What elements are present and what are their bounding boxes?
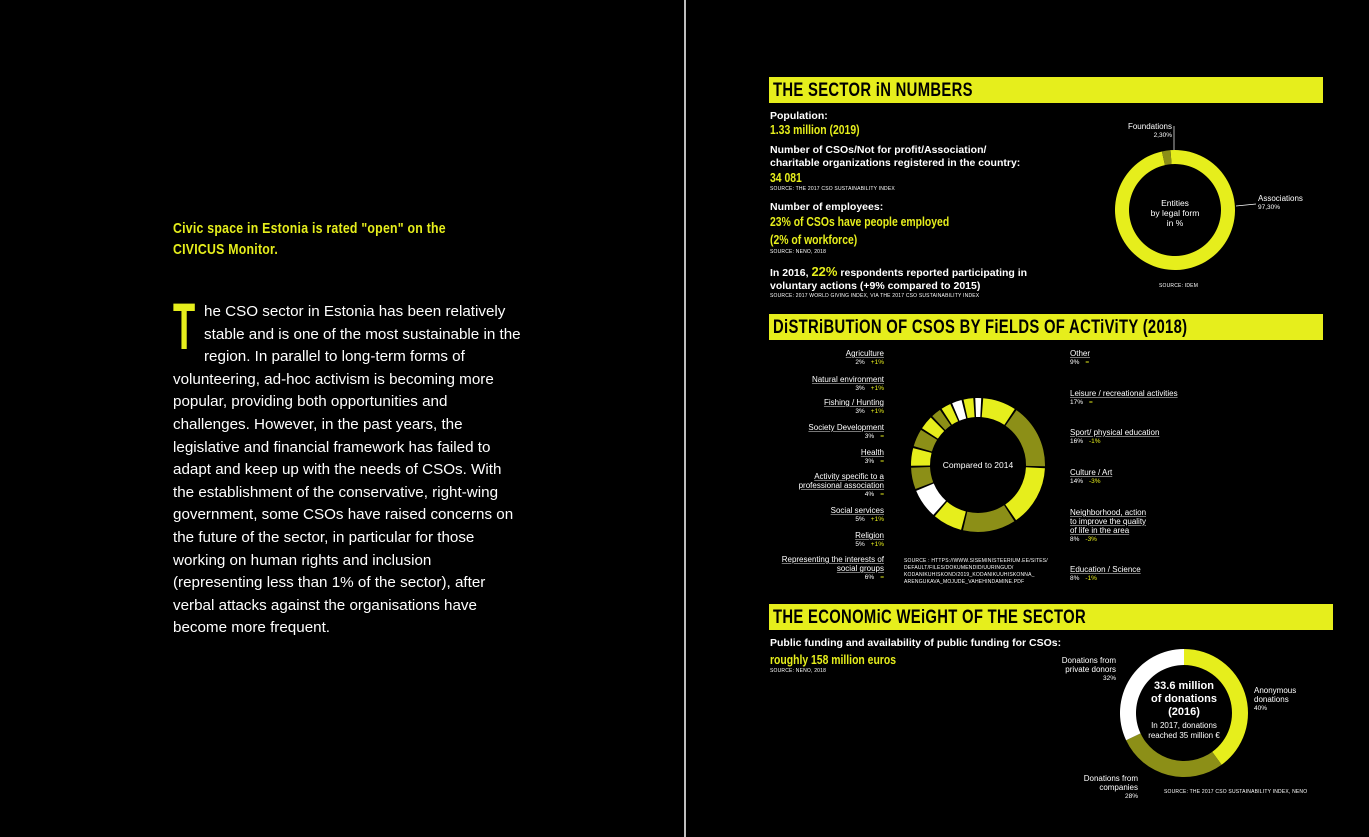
cso-count-source: SOURCE: THE 2017 CSO SUSTAINABILITY INDEX [770, 186, 895, 192]
activity-label-1: Leisure / recreational activities 17% = [1070, 389, 1178, 406]
label-foundations: Foundations 2,30% [1127, 122, 1172, 139]
legal-form-source: SOURCE: IDEM [1159, 283, 1199, 289]
activity-label-13: Natural environment 3% +1% [811, 375, 884, 392]
activity-chart-center: Compared to 2014 [942, 460, 1014, 470]
activity-label-4: Neighborhood, action to improve the quality of life in the area 8% -3% [1070, 508, 1147, 543]
activity-slice-1 [1006, 410, 1045, 466]
activity-label-3: Culture / Art 14% -3% [1070, 468, 1113, 485]
label-anonymous: Anonymous donations 40% [1254, 686, 1297, 712]
distribution-source-3: KODANIKUHISKOND/2019_KODANIKUUHISKONNA_ [904, 572, 1035, 578]
population-label: Population: [770, 110, 828, 122]
funding-label: Public funding and availability of public funding for CSOs: [770, 637, 1062, 649]
volunteer-line-2: voluntary actions (+9% compared to 2015) [770, 280, 981, 292]
employees-value-2: (2% of workforce) [770, 232, 858, 247]
activity-label-5: Education / Science 8% -1% [1070, 565, 1141, 582]
distribution-source-1: SOURCE : HTTPS://WWW.SISEMINISTEERIUM.EE/SITES/ [904, 558, 1048, 564]
activity-label-14: Agriculture 2% +1% [845, 349, 884, 366]
activity-label-10: Health 3% = [860, 448, 884, 465]
distribution-band [769, 314, 1323, 340]
activity-label-11: Society Development 3% = [808, 423, 884, 440]
label-associations: Associations 97,30% [1258, 194, 1303, 211]
activity-slice-2 [1005, 467, 1045, 520]
legal-form-leader-lines [686, 0, 1369, 300]
civic-space-heading: Civic space in Estonia is rated "open" on the CIVICUS Monitor. [173, 220, 446, 258]
volunteer-source: SOURCE: 2017 WORLD GIVING INDEX, VIA THE 2017 CSO SUSTAINABILITY INDEX [770, 293, 980, 299]
activity-label-6: Representing the interests of social groups 6% = [781, 555, 884, 581]
sector-numbers-title: THE SECTOR iN NUMBERS [773, 80, 973, 101]
employees-label: Number of employees: [770, 201, 884, 213]
funding-value: roughly 158 million euros [770, 652, 896, 667]
activity-label-2: Sport/ physical education 16% -1% [1070, 428, 1160, 445]
legal-form-chart-center: Entities by legal form in % [1150, 198, 1200, 228]
economic-title: THE ECONOMiC WEiGHT OF THE SECTOR [773, 607, 1087, 628]
donations-chart-center: 33.6 million of donations (2016) In 2017, donations reached 35 million € [1148, 680, 1220, 740]
funding-source: SOURCE: NENO, 2018 [770, 668, 827, 674]
activity-slice-3 [963, 505, 1014, 532]
cso-count-label-1: Number of CSOs/Not for profit/Association/ [770, 144, 987, 156]
activity-label-12: Fishing / Hunting 3% +1% [823, 398, 884, 415]
population-value: 1.33 million (2019) [770, 122, 860, 137]
intro-paragraph [173, 289, 523, 640]
distribution-source-4: ARENGUKAVA_MOJUDE_VAHEHINDAMINE.PDF [904, 579, 1025, 585]
activity-slice-14 [975, 398, 981, 417]
activity-label-0: Other 9% = [1070, 349, 1091, 366]
cso-count-value: 34 081 [770, 170, 802, 185]
cso-count-label-2: charitable organizations registered in the country: [770, 157, 1021, 169]
activity-label-8: Social services 5% +1% [830, 506, 884, 523]
volunteer-line-1: In 2016, 22% respondents reported participating in [770, 264, 1028, 279]
distribution-source-2: DEFAULT/FILES/DOKUMENDID/UURINGUD/ [904, 565, 1014, 571]
employees-value-1: 23% of CSOs have people employed [770, 214, 950, 229]
intro-text: he CSO sector in Estonia has been relatively stable and is one of the most sustainable in the region. In parallel to long-term forms of volunteering, ad-hoc activism is becoming more popular, providing both opportunities and challenges. However, in the past years, the legislative and financial framework has failed to adapt and keep up with the needs of CSOs. With the establishment of the conservative, right-wing government, some CSOs have raised concerns on the future of the sector, in particular for those working on human rights and inclusion (representing less than 1% of the sector), after verbal attacks against the organisations have become more frequent. [173, 303, 521, 637]
drop-cap: T [173, 289, 196, 363]
label-companies: Donations from companies 28% [1083, 774, 1138, 800]
economic-source: SOURCE: THE 2017 CSO SUSTAINABILITY INDEX, NENO [1164, 789, 1308, 795]
economic-band [769, 604, 1333, 630]
right-page [686, 0, 1369, 837]
employees-source: SOURCE: NENO, 2018 [770, 249, 827, 255]
left-page [0, 0, 684, 837]
activity-label-7: Religion 5% +1% [855, 531, 884, 548]
volunteer-pct: 22% [811, 264, 838, 279]
label-private-donors: Donations from private donors 32% [1061, 656, 1116, 682]
distribution-title: DiSTRiBUTiON OF CSOS BY FiELDS OF ACTiViTY (2018) [773, 317, 1188, 338]
activity-label-9: Activity specific to a professional association 4% = [798, 472, 884, 498]
